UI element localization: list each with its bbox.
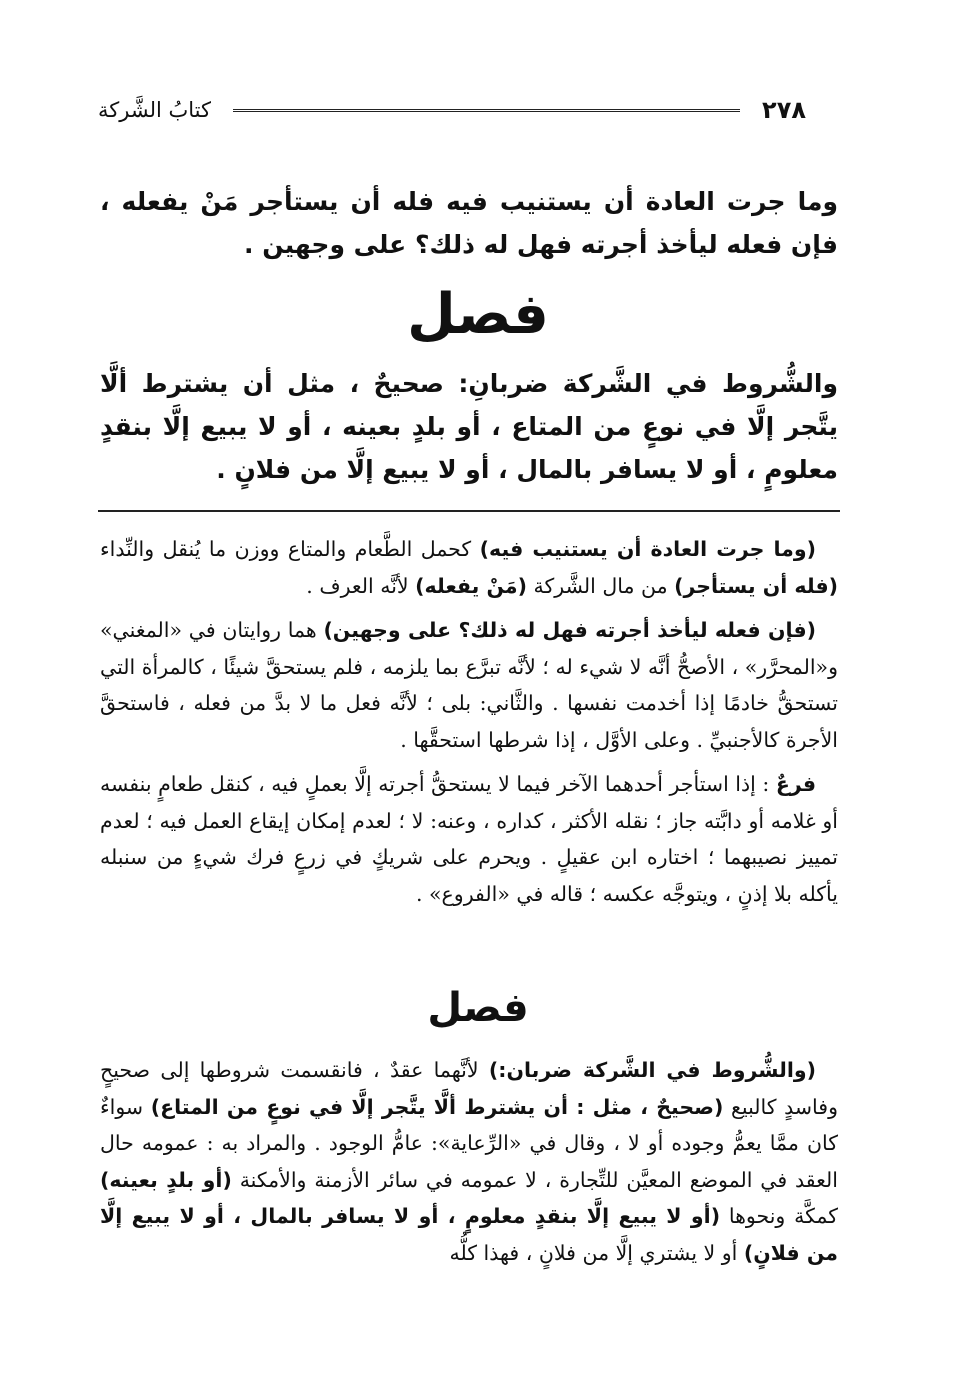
commentary-text: هما روايتان في «المغني» و«المحرَّر» ، الأصحُّ أنَّه لا شيء له ؛ لأنَّه تبرَّع بما يلزمه ، فلم يستحقَّ شيئًا ، كالمرأة التي تستحقُّ خادمًا إذا أخدمت نفسها . والثَّاني: بلى ؛ لأنَّه فعل ما لا بدَّ من فعله ، فاستحقَّ الأجرة كالأجنبيِّ . وعلى الأوَّل ، إذا شرطها استحقَّها . xyxy=(100,618,838,752)
quoted-matn: (والشُّروط في الشَّركة ضربان:) xyxy=(488,1058,816,1082)
commentary-text: أو لا يشتري إلَّا من فلانٍ ، فهذا كلُّه xyxy=(449,1240,744,1265)
far-label: فرعٌ xyxy=(775,772,816,796)
sharh-block-2 xyxy=(100,1052,838,1279)
sharh-paragraph xyxy=(100,1052,838,1271)
commentary-text: لأنَّه العرف . xyxy=(306,573,416,598)
quoted-matn: (مَنْ يفعله) xyxy=(415,573,527,598)
commentary-text: لأنَّهما عقدٌ ، فانقسمت شروطها إلى صحيحٍ وفاسدٍ كالبيع xyxy=(100,1058,838,1119)
quoted-matn: (وما جرت العادة أن يستنيب فيه) xyxy=(479,537,816,561)
matn-paragraph: وما جرت العادة أن يستنيب فيه فله أن يستأجر مَنْ يفعله ، فإن فعله ليأخذ أجرته فهل له ذلك؟ على وجهين . xyxy=(100,187,838,259)
quoted-matn: (صحيحٌ ، مثل : أن يشترط ألَّا يتَّجر إلَّا في نوعٍ من المتاع) xyxy=(150,1094,724,1119)
commentary-text: من مال الشَّركة xyxy=(527,573,675,598)
sharh-paragraph xyxy=(100,612,838,758)
header-rule xyxy=(233,109,740,112)
quoted-matn: (أو لا يبيع إلَّا بنقدٍ معلومٍ ، أو لا يسافر بالمال ، أو لا يبيع إلَّا من فلانٍ) xyxy=(100,1204,838,1265)
sharh-paragraph xyxy=(100,531,838,604)
matn-block-2 xyxy=(100,362,838,491)
quoted-matn: (فله أن يستأجر) xyxy=(674,573,838,598)
matn-paragraph: والشُّروط في الشَّركة ضربانِ: صحيحٌ ، مثل أن يشترط ألَّا يتَّجر إلَّا في نوعٍ من المتاع ، أو بلدٍ بعينه ، أو لا يبيع إلَّا بنقدٍ معلومٍ ، أو لا يسافر بالمال ، أو لا يبيع إلَّا من فلانٍ . xyxy=(100,369,838,484)
page-number: ٢٧٨ xyxy=(762,96,806,124)
commentary-text: كمكَّة ونحوها xyxy=(720,1204,838,1228)
page-header xyxy=(98,90,806,130)
commentary-text: سواءٌ كان ممَّا يعمُّ وجوده أو لا ، وقال في «الرِّعاية»: عامُّ الوجود . والمراد به : عمومه حال العقد في الموضع المعيَّن للتِّجارة ، لا عمومه في سائر الأزمنة والأمكنة xyxy=(100,1094,839,1192)
section-heading-fasl: فصل xyxy=(427,985,529,1031)
sharh-paragraph xyxy=(100,766,838,912)
matn-block-1 xyxy=(100,180,838,266)
commentary-text: : إذا استأجر أحدهما الآخر فيما لا يستحقُّ أجرته إلَّا بعملٍ فيه ، كنقل طعامٍ بنفسه أو غلامه أو دابَّته جاز ؛ نقله الأكثر ، كداره ، وعنه: لا ؛ لعدم إمكان إيقاع العمل فيه ؛ لعدم تمييز نصيبهما ؛ اختاره ابن عقيلٍ . ويحرم على شريكٍ في زرعٍ فرك شيءٍ من سنبله يأكله بلا إذنٍ ، ويتوجَّه عكسه ؛ قاله في «الفروع» . xyxy=(100,772,838,906)
commentary-text: كحمل الطَّعام والمتاع ووزن ما يُنقل والنِّداء xyxy=(100,537,480,561)
matn-sharh-divider xyxy=(98,510,840,512)
section-heading-fasl: فصل xyxy=(407,282,549,347)
quoted-matn: (أو بلدٍ بعينه) xyxy=(100,1167,232,1192)
sharh-block-1 xyxy=(100,531,838,920)
quoted-matn: (فإن فعله ليأخذ أجرته فهل له ذلك؟ على وجهين) xyxy=(323,618,816,642)
running-title: كتابُ الشَّركة xyxy=(98,98,211,122)
